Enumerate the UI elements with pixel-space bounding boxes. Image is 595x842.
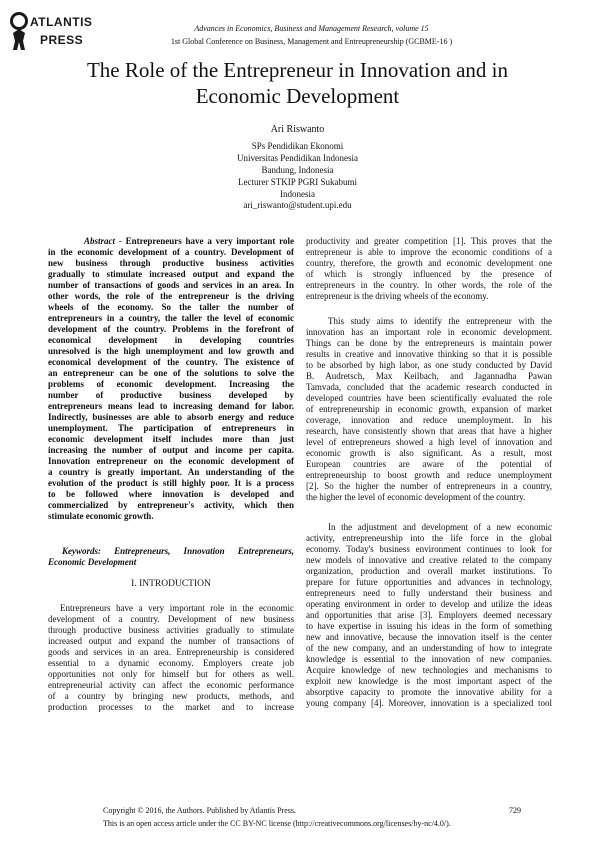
abstract-line: in the economic development of a country. Development of [48, 247, 294, 257]
body-line: opportunities not only for himself but for others as well. [48, 669, 294, 679]
abstract-line: stimulate economic growth. [48, 511, 154, 521]
abstract-line: number of transactions of goods and services in an area. In [48, 280, 294, 290]
abstract-line: to be followed where innovation is developed and [48, 489, 294, 499]
right-paragraph-3 [306, 522, 552, 709]
abstract-line: development of the country. Problems in the forefront of [48, 324, 294, 334]
body-line: entrepreneur is able to improve the economic conditions of a [306, 247, 552, 257]
paper-title-line-1: The Role of the Entrepreneur in Innovation and in [86, 58, 509, 82]
conference-header: 1st Global Conference on Business, Management and Entreupreneurship (GCBME-16 ) [170, 37, 453, 46]
affiliation-line: Universitas Pendidikan Indonesia [237, 153, 358, 163]
logo-line2: PRESS [40, 33, 84, 47]
body-line: This study aims to identify the entrepreneur with the [328, 316, 552, 326]
abstract-line: Indirectly, businesses are able to absorb energy and reduce [48, 412, 294, 422]
body-line: entrepreneurs in the country. In other words, the role of the [306, 280, 552, 290]
logo-line1: ATLANTIS [30, 15, 93, 29]
abstract-line: unresolved is the high unemployment and low growth and [48, 346, 294, 356]
body-line: essential to a dynamic economy. Employers create job [48, 658, 294, 668]
body-line: development of a country. Development of new business [48, 614, 294, 624]
affiliation-line: Indonesia [280, 189, 315, 199]
license-notice: This is an open access article under the CC BY-NC license (http://creativecommons.org/licenses/by-nc/4.0/). [103, 819, 451, 828]
body-line: Tamvada, concluded that the academic research conducted in [306, 382, 552, 392]
abstract-line: other words, the role of the entrepreneur is the driving [48, 291, 294, 301]
body-line: developed countries have been scientifically evaluated the role [306, 393, 552, 403]
abstract-line: gradually to stimulate increased output and expand the [48, 269, 294, 279]
body-line: and opportunities that arise [3]. Employers deemed necessary [306, 610, 552, 620]
body-line: activity, entrepreneurship into the life force in the global [306, 533, 552, 543]
body-line: operating environment in order to develop and utilize the ideas [306, 599, 552, 609]
abstract-line: economical development in developing countries [48, 335, 294, 345]
copyright-notice: Copyright © 2016, the Authors. Published by Atlantis Press. [103, 806, 296, 815]
abstract-line: number of productive business developed by [48, 390, 294, 400]
body-line: innovation has an important role in economic development. [306, 327, 552, 337]
abstract-line: wheels of the economy. So the taller the number of [48, 302, 294, 312]
body-line: productivity and greater competition [1]. This proves that the [306, 236, 552, 246]
body-line: organization, production and overall market institutions. To [306, 566, 552, 576]
page-number: 729 [509, 806, 521, 815]
abstract-line: increasing the number of output and income per capita. [48, 445, 294, 455]
abstract-line: Abstract - Entrepreneurs have a very important role [84, 236, 294, 246]
right-paragraph-2 [306, 316, 552, 503]
body-line: economy. Today's business environment continues to look for [306, 544, 552, 554]
body-line: Acquire knowledge of new technologies and mechanisms to [306, 665, 552, 675]
body-line: of a country by bringing new products, methods, and [48, 691, 294, 701]
keywords-line: Keywords: Entrepreneurs, Innovation Entrepreneurs, [62, 546, 294, 556]
abstract-line: Innovation entrepreneur on the economic development of [48, 456, 294, 466]
abstract-label: Abstract - [84, 236, 122, 246]
body-line: prepare for future opportunities and advances in technology, [306, 577, 552, 587]
body-line: country, therefore, the growth and economic development one [306, 258, 552, 268]
body-line: results in creative and innovative thinking so that it is possible [306, 349, 552, 359]
journal-header: Advances in Economics, Business and Management Research, volume 15 [194, 24, 429, 33]
body-line: goods and services in an area. Entrepreneurship is considered [48, 647, 294, 657]
body-line: the higher the level of economic development of the country. [306, 492, 526, 502]
abstract-line: entrepreneurs in a country, the taller the level of economic [48, 313, 294, 323]
body-line: of which is strongly influenced by the presence of [306, 269, 552, 279]
body-line: [2]. So the higher the number of entrepreneurs in a country, [306, 481, 552, 491]
abstract-line: commercialized by entrepreneur's activity, which then [48, 500, 294, 510]
body-line: of the new company, and an understanding of how to integrate [306, 643, 552, 653]
introduction-text [48, 603, 294, 713]
right-paragraph-1 [306, 236, 552, 302]
body-line: knowledge is essential to the innovation of new companies. [306, 654, 552, 664]
body-line: European countries are aware of the potential of [306, 459, 552, 469]
body-line: new models of innovative and creative related to the company [306, 555, 552, 565]
body-line: entrepreneur is the driving wheels of the economy. [306, 291, 489, 301]
body-line: B. Audretsch, Max Keilbach, and Jagannadha Pawan [306, 371, 552, 381]
abstract [48, 236, 294, 522]
abstract-line: unemployment. The participation of entrepreneurs in [48, 423, 294, 433]
abstract-line: economical development of the country. The existence of [48, 357, 294, 367]
body-line: In the adjustment and development of a new economic [328, 522, 552, 532]
body-line: level of entrepreneurs showed a high level of innovation and [306, 437, 552, 447]
abstract-line: new business through productive business activities [48, 258, 294, 268]
body-line: economic growth is also significant. As a result, most [306, 448, 552, 458]
body-line: entrepreneurs need to fully understand their business and [306, 588, 552, 598]
abstract-line: economic development itself includes more than just [48, 434, 294, 444]
paper-title-line-2: Economic Development [195, 84, 400, 108]
body-line: Entrepreneurs have a very important role in the economic [60, 603, 294, 613]
section-heading: I. INTRODUCTION [131, 579, 211, 589]
body-line: to have expertise in issuing his ideas in the form of something [306, 621, 552, 631]
body-line: Things can be done by the entrepreneurs is maintain power [306, 338, 552, 348]
body-line: entrepreneurial activity can affect the economic performance [48, 680, 294, 690]
abstract-line: problems of economic development. Increasing the [48, 379, 294, 389]
body-line: increased output and expand the number of transactions of [48, 636, 294, 646]
body-line: exploit new knowledge is the most important aspect of the [306, 676, 552, 686]
body-line: to be absorbed by high labor, as one study conducted by David [306, 360, 552, 370]
body-line: young company [4]. Moreover, innovation is a specialized tool [306, 698, 552, 708]
author-email: ari_riswanto@student.upi.edu [243, 200, 352, 210]
keywords-line: Economic Development [48, 557, 137, 567]
author-name: Ari Riswanto [270, 124, 325, 135]
body-line: entrepreneurship to boost growth and reduce unemployment [306, 470, 552, 480]
abstract-line: entrepreneurs means lead to increasing demand for labor. [48, 401, 294, 411]
abstract-line: evolution of the product is still highly poor. It is a process [48, 478, 294, 488]
body-line: of entrepreneurship in economic growth, expansion of market [306, 404, 552, 414]
body-line: absorptive capacity to promote the innovative ability for a [306, 687, 552, 697]
abstract-line: an entrepreneur can be one of the solutions to solve the [48, 368, 294, 378]
body-line: through productive business activities gradually to stimulate [48, 625, 294, 635]
body-line: production processes to the market and to increase [48, 702, 294, 712]
abstract-line: a country is greatly important. An understanding of the [48, 467, 294, 477]
body-line: research, have consistently shown that areas that have a higher [306, 426, 552, 436]
affiliation-line: Bandung, Indonesia [261, 165, 334, 175]
affiliation-line: SPs Pendidikan Ekonomi [251, 141, 344, 151]
keywords [48, 546, 294, 568]
body-line: new and innovative, because the innovation itself is the center [306, 632, 552, 642]
affiliation-line: Lecturer STKIP PGRI Sukabumi [238, 177, 357, 187]
body-line: coverage, innovation and reduce unemployment. In his [306, 415, 552, 425]
